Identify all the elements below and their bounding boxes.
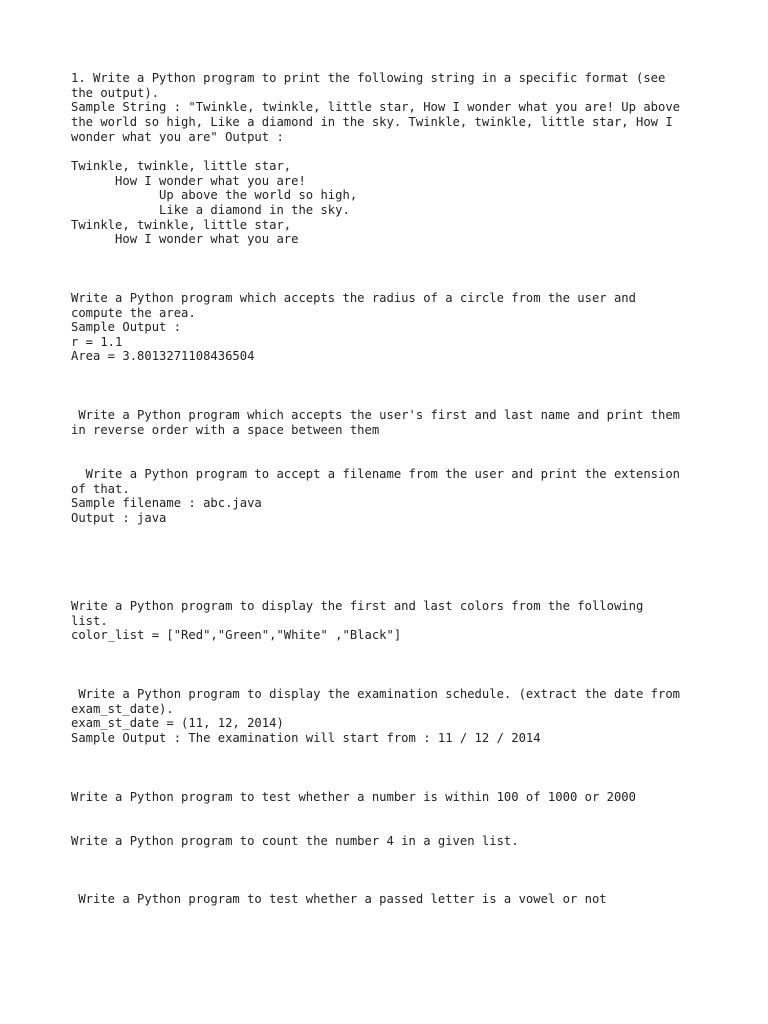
q1-poem-line-6: How I wonder what you are: [71, 232, 299, 246]
q4-line-2: of that.: [71, 482, 130, 496]
q4-line-3: Sample filename : abc.java: [71, 496, 262, 510]
q3-line-2: in reverse order with a space between them: [71, 423, 380, 437]
q2-line-2: compute the area.: [71, 306, 196, 320]
q1-poem-line-1: Twinkle, twinkle, little star,: [71, 159, 292, 173]
q2-line-1: Write a Python program which accepts the radius of a circle from the user and: [71, 291, 636, 305]
q4-line-4: Output : java: [71, 511, 167, 525]
q2-line-4: r = 1.1: [71, 335, 123, 349]
q7-line-1: Write a Python program to test whether a number is within 100 of 1000 or 2000: [71, 790, 636, 804]
q1-poem-line-2: How I wonder what you are!: [71, 174, 306, 188]
q2-line-3: Sample Output :: [71, 320, 182, 334]
q1-poem-line-4: Like a diamond in the sky.: [71, 203, 350, 217]
q6-line-2: exam_st_date).: [71, 702, 174, 716]
q5-line-2: list.: [71, 614, 108, 628]
q2-line-5: Area = 3.8013271108436504: [71, 349, 255, 363]
q6-line-3: exam_st_date = (11, 12, 2014): [71, 716, 284, 730]
q5-line-1: Write a Python program to display the first and last colors from the following: [71, 599, 644, 613]
q1-line-4: the world so high, Like a diamond in the sky. Twinkle, twinkle, little star, How I: [71, 115, 673, 129]
q4-line-1: Write a Python program to accept a filename from the user and print the extension: [71, 467, 681, 481]
q8-line-1: Write a Python program to count the number 4 in a given list.: [71, 834, 519, 848]
q5-line-3: color_list = ["Red","Green","White" ,"Black"]: [71, 628, 402, 642]
q1-line-1: 1. Write a Python program to print the following string in a specific format (see: [71, 71, 666, 85]
q1-line-2: the output).: [71, 86, 160, 100]
q1-line-3: Sample String : "Twinkle, twinkle, little star, How I wonder what you are! Up above: [71, 100, 681, 114]
q6-line-4: Sample Output : The examination will start from : 11 / 12 / 2014: [71, 731, 541, 745]
q1-poem-line-3: Up above the world so high,: [71, 188, 358, 202]
q1-line-5: wonder what you are" Output :: [71, 130, 284, 144]
q6-line-1: Write a Python program to display the examination schedule. (extract the date from: [71, 687, 681, 701]
q3-line-1: Write a Python program which accepts the user's first and last name and print them: [71, 408, 681, 422]
q1-poem-line-5: Twinkle, twinkle, little star,: [71, 218, 292, 232]
q9-line-1: Write a Python program to test whether a passed letter is a vowel or not: [71, 892, 607, 906]
